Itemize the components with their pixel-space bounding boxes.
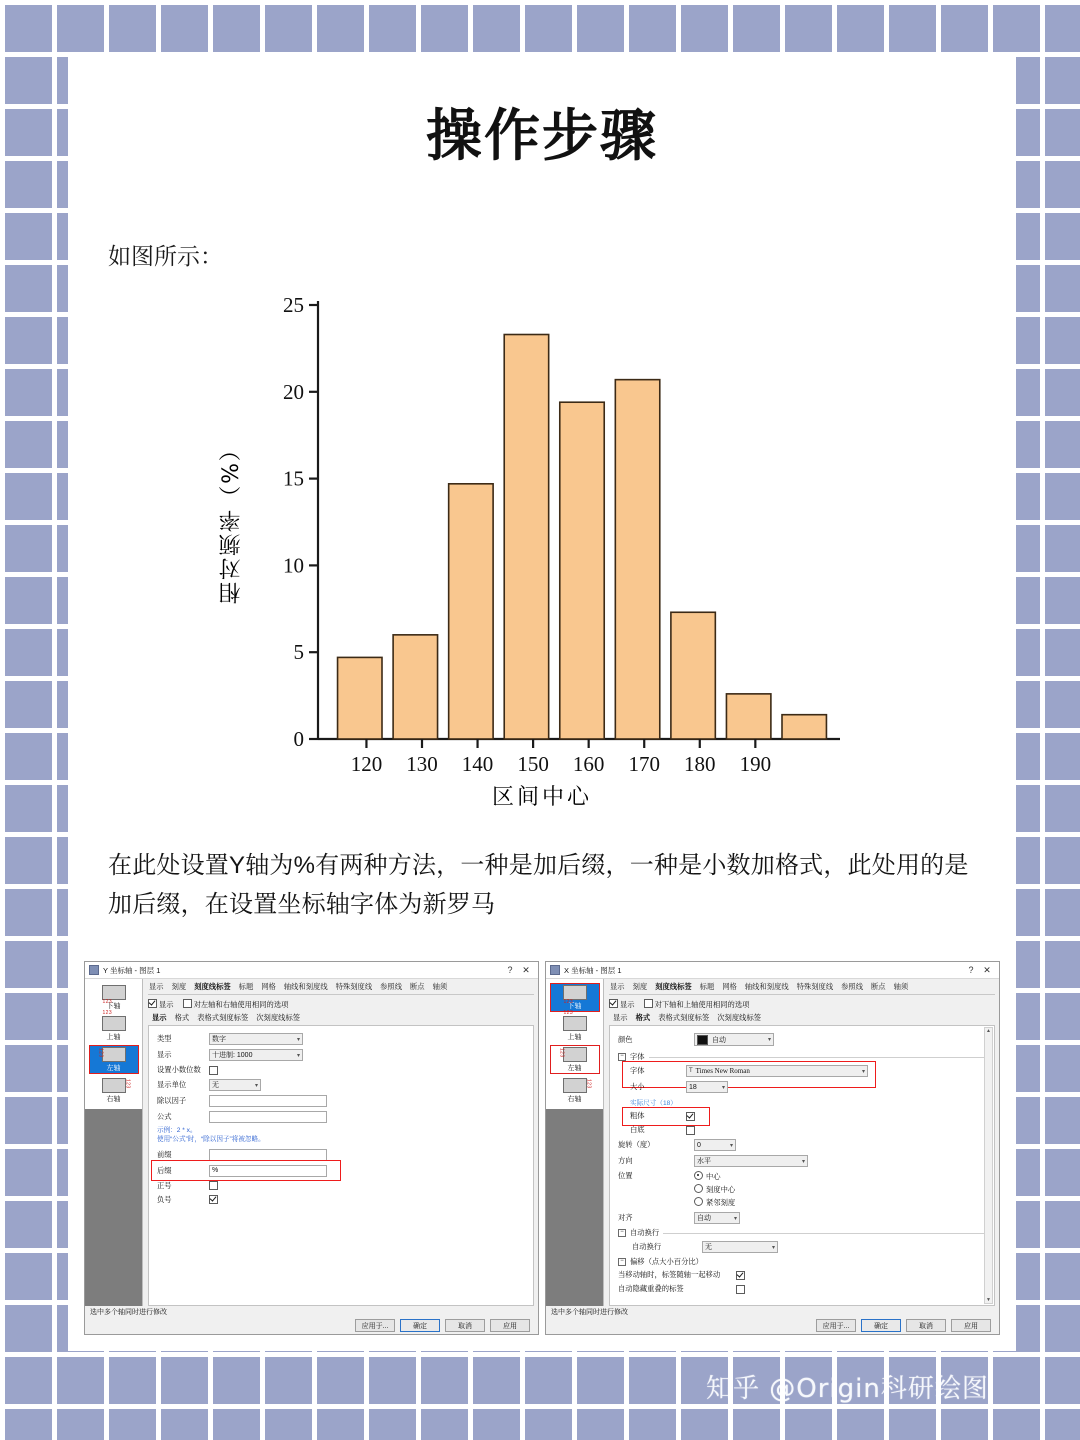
type-select[interactable]	[209, 1033, 303, 1045]
y-show-checkbox[interactable]	[148, 999, 157, 1008]
hint-line-2: 使用“公式”时，“除以因子”将被忽略。	[157, 1135, 265, 1143]
y-dialog-title: Y 坐标轴 - 图层 1	[103, 965, 161, 975]
axis-bottom-icon: 123	[563, 985, 587, 1000]
chevron-down-icon: ▾	[254, 1082, 258, 1089]
svg-text:140: 140	[461, 752, 494, 776]
chevron-down-icon: ▾	[771, 1244, 775, 1251]
axis-item-label: 右轴	[106, 1096, 121, 1103]
position-option-next-to-tick[interactable]	[694, 1197, 735, 1208]
tab-special-ticks[interactable]: 特殊刻度线	[335, 982, 373, 991]
tab-display[interactable]: 显示	[149, 982, 164, 991]
subtitle-text: 如图所示：	[108, 243, 223, 269]
tab-tick-labels[interactable]: 刻度线标签	[655, 982, 692, 991]
axis-left-icon: 123	[563, 1047, 587, 1062]
display-label: 显示	[157, 1050, 172, 1059]
decimal-label: 设置小数位数	[157, 1065, 201, 1074]
tab-tick-labels[interactable]: 刻度线标签	[194, 982, 231, 991]
chart-y-axis-label: 相对频率（%）	[219, 437, 244, 604]
x-same-option-label: 对下轴和上轴使用相同的选项	[654, 1000, 750, 1009]
color-value: 自动	[712, 1036, 726, 1044]
y-show-label: 显示	[159, 1000, 174, 1009]
x-show-checkbox[interactable]	[609, 999, 618, 1008]
axis-right-icon: 123	[563, 1078, 587, 1093]
subtab-display[interactable]: 显示	[152, 1013, 167, 1022]
offset-group-label: 偏移（点大小百分比）	[630, 1257, 703, 1266]
svg-text:150: 150	[517, 752, 549, 776]
size-value: 18	[689, 1083, 697, 1091]
ok-button[interactable]: 确定	[400, 1319, 440, 1332]
group-divider	[649, 1057, 988, 1058]
auto-hide-label: 自动隐藏重叠的标签	[618, 1284, 684, 1293]
svg-text:15: 15	[283, 466, 304, 491]
minus-checkbox[interactable]	[209, 1195, 218, 1204]
offset-group-header	[618, 1257, 988, 1267]
axis-item-label: 右轴	[567, 1096, 582, 1103]
formula-input[interactable]	[209, 1111, 327, 1123]
sidebar-filler	[85, 1109, 142, 1306]
tab-breaks[interactable]: 断点	[871, 982, 886, 991]
radio-tick-center[interactable]	[694, 1184, 703, 1193]
y-axis-dialog[interactable]	[84, 961, 539, 1335]
display-value: 十进制: 1000	[212, 1052, 253, 1059]
chevron-down-icon: ▾	[296, 1052, 300, 1059]
y-dialog-tabs[interactable]	[148, 982, 534, 995]
radio-center[interactable]	[694, 1171, 703, 1180]
scroll-down-icon[interactable]: ▼	[986, 1297, 991, 1303]
help-icon[interactable]: ?	[507, 965, 513, 975]
x-show-checkbox-row[interactable]	[609, 999, 635, 1010]
x-same-option-checkbox[interactable]	[644, 999, 653, 1008]
cancel-button[interactable]: 取消	[445, 1319, 485, 1332]
fontface-select[interactable]	[686, 1065, 868, 1077]
type-value: 数字	[212, 1036, 226, 1043]
x-axis-dialog[interactable]	[545, 961, 1000, 1335]
font-group-header	[618, 1052, 988, 1062]
tab-title[interactable]: 标题	[699, 982, 715, 991]
svg-text:160: 160	[572, 752, 605, 776]
radio-next-to-tick[interactable]	[694, 1197, 703, 1206]
position-radio-group[interactable]	[694, 1171, 735, 1208]
axis-item-label: 下轴	[106, 1003, 121, 1010]
svg-text:25: 25	[283, 293, 304, 317]
move-with-axis-checkbox[interactable]	[736, 1271, 745, 1280]
tab-breaks[interactable]: 断点	[410, 982, 425, 991]
direction-select[interactable]	[694, 1155, 808, 1167]
prefix-input[interactable]	[209, 1149, 327, 1161]
formula-label: 公式	[157, 1112, 172, 1121]
x-dialog-buttons[interactable]	[546, 1317, 999, 1334]
x-axis-selector-list[interactable]	[546, 979, 604, 1306]
wrap-label: 自动换行	[632, 1242, 662, 1251]
apply-button[interactable]: 应用	[490, 1319, 530, 1332]
position-option-label: 中心	[706, 1172, 721, 1181]
move-with-axis-label: 当移动轴时，标签随轴一起移动	[618, 1270, 721, 1279]
hint-line-1: 示例：2 * x。	[157, 1127, 197, 1134]
align-select[interactable]	[694, 1212, 740, 1224]
position-option-label: 刻度中心	[706, 1185, 736, 1194]
color-swatch-icon	[697, 1035, 708, 1045]
position-option-label: 紧邻刻度	[706, 1198, 736, 1207]
svg-text:5: 5	[293, 640, 304, 665]
bold-checkbox[interactable]	[686, 1112, 695, 1121]
tab-reference-lines[interactable]: 参照线	[380, 982, 403, 991]
wrap-group-header	[618, 1228, 988, 1238]
apply-to-button[interactable]: 应用于...	[355, 1319, 395, 1332]
color-label: 颜色	[618, 1034, 633, 1044]
ok-button[interactable]: 确定	[861, 1319, 901, 1332]
wrap-group-label: 自动换行	[630, 1228, 660, 1237]
y-same-option-label: 对左轴和右轴使用相同的选项	[193, 1000, 289, 1009]
auto-hide-checkbox[interactable]	[736, 1285, 745, 1294]
svg-text:120: 120	[350, 752, 383, 776]
axis-right-icon: 123	[102, 1078, 126, 1093]
tab-ticks[interactable]: 刻度	[632, 982, 648, 991]
axis-item-label: 左轴	[106, 1065, 121, 1072]
unit-select[interactable]	[209, 1079, 261, 1091]
suffix-input[interactable]: %	[209, 1165, 327, 1177]
subtab-table-labels[interactable]: 表格式刻度标签	[197, 1013, 249, 1022]
collapse-icon[interactable]: −	[618, 1258, 626, 1266]
axis-item-label: 上轴	[567, 1034, 582, 1041]
actual-size-label: 实际尺寸（18）	[630, 1100, 677, 1107]
axis-left-icon: 123	[102, 1047, 126, 1062]
align-label: 对齐	[618, 1213, 633, 1222]
body-paragraph: 在此处设置Y轴为%有两种方法，一种是加后缀，一种是小数加格式，此处用的是加后缀，在设置坐标轴字体为新罗马	[108, 852, 969, 918]
size-select[interactable]	[686, 1081, 728, 1093]
plus-checkbox[interactable]	[209, 1181, 218, 1190]
y-dialog-subtabs[interactable]	[148, 1013, 534, 1026]
tab-axis-lines[interactable]: 轴线和刻度线	[744, 982, 789, 991]
x-dialog-tabs[interactable]	[609, 982, 995, 995]
axis-item-label: 下轴	[567, 1003, 582, 1010]
axis-item-right[interactable]	[89, 1076, 139, 1105]
svg-text:10: 10	[283, 553, 304, 578]
position-option-center[interactable]	[694, 1171, 735, 1182]
subtab-format[interactable]: 格式	[635, 1013, 651, 1022]
chevron-down-icon: ▾	[767, 1037, 771, 1043]
dialogs-screenshot	[84, 961, 1000, 1333]
window-icon	[89, 965, 99, 975]
x-dialog-titlebar	[546, 962, 999, 979]
x-show-label: 显示	[620, 1000, 635, 1009]
tab-grid[interactable]: 网格	[261, 982, 276, 991]
svg-text:130: 130	[406, 752, 438, 776]
minus-label: 负号	[157, 1194, 172, 1204]
chevron-down-icon: ▾	[861, 1068, 865, 1075]
divide-label: 除以因子	[157, 1096, 187, 1105]
tab-reference-lines[interactable]: 参照线	[841, 982, 864, 991]
axis-item-right[interactable]	[550, 1076, 600, 1105]
suffix-label: 后缀	[157, 1165, 172, 1175]
tab-special-ticks[interactable]: 特殊刻度线	[796, 982, 834, 991]
histogram-chart	[219, 287, 862, 810]
svg-text:20: 20	[283, 379, 304, 404]
axis-item-left[interactable]	[89, 1045, 139, 1074]
subtab-format[interactable]: 格式	[174, 1013, 190, 1022]
direction-value: 水平	[697, 1158, 711, 1165]
direction-label: 方向	[618, 1156, 633, 1165]
axis-item-top[interactable]	[550, 1010, 600, 1043]
type-label: 类型	[157, 1034, 172, 1043]
axis-item-bottom[interactable]	[550, 983, 600, 1012]
font-group-label: 字体	[630, 1052, 645, 1061]
svg-text:170: 170	[628, 752, 660, 776]
subtab-minor-labels[interactable]: 次刻度线标签	[717, 1013, 762, 1022]
wrap-value: 无	[705, 1244, 712, 1251]
y-panel	[148, 1026, 534, 1306]
unit-label: 显示单位	[157, 1080, 187, 1089]
unit-value: 无	[212, 1082, 219, 1089]
close-icon[interactable]: ✕	[522, 964, 530, 975]
divide-input[interactable]	[209, 1095, 327, 1107]
page-title: 操作步骤	[426, 104, 658, 169]
y-same-option-checkbox[interactable]	[183, 999, 192, 1008]
chevron-down-icon: ▾	[733, 1215, 737, 1222]
content-card	[68, 56, 1016, 1351]
axis-item-top[interactable]	[89, 1010, 139, 1043]
align-value: 自动	[697, 1215, 711, 1222]
x-dialog-title: X 坐标轴 - 图层 1	[564, 965, 622, 975]
axis-top-icon: 123	[563, 1016, 587, 1031]
position-option-tick-center[interactable]	[694, 1184, 735, 1195]
fontface-label: 字体	[630, 1066, 645, 1075]
apply-button[interactable]: 应用	[951, 1319, 991, 1332]
subtab-minor-labels[interactable]: 次刻度线标签	[256, 1013, 301, 1022]
tab-grid[interactable]: 网格	[722, 982, 737, 991]
white-bg-checkbox[interactable]	[686, 1126, 695, 1135]
font-icon: T	[689, 1068, 693, 1074]
chart-x-axis-label: 区间中心	[491, 785, 592, 810]
collapse-icon[interactable]: −	[618, 1053, 626, 1061]
white-bg-label: 白底	[630, 1125, 645, 1134]
help-icon[interactable]: ?	[968, 965, 974, 975]
y-axis-selector-list[interactable]	[85, 979, 143, 1306]
window-icon	[550, 965, 560, 975]
axis-item-label: 上轴	[106, 1034, 121, 1041]
axis-bottom-icon: 123	[102, 985, 126, 1000]
formula-hint	[157, 1127, 527, 1145]
svg-text:0: 0	[293, 727, 304, 751]
fontface-value: Times New Roman	[695, 1067, 750, 1075]
chevron-down-icon: ▾	[729, 1142, 733, 1149]
rotate-select[interactable]	[694, 1139, 736, 1151]
axis-item-label: 左轴	[567, 1065, 582, 1072]
decimal-checkbox[interactable]	[209, 1066, 218, 1075]
x-same-option-row[interactable]	[644, 999, 750, 1010]
watermark: 知乎 @Origin科研绘图	[706, 1374, 989, 1404]
plus-label: 正号	[157, 1180, 172, 1190]
sidebar-filler	[546, 1109, 603, 1306]
collapse-icon[interactable]: −	[618, 1229, 626, 1237]
wrap-select[interactable]	[702, 1241, 778, 1253]
scroll-up-icon[interactable]: ▲	[986, 1028, 991, 1034]
svg-text:190: 190	[739, 752, 772, 776]
axis-top-icon: 123	[102, 1016, 126, 1031]
axis-item-left[interactable]	[550, 1045, 600, 1074]
chevron-down-icon: ▾	[296, 1036, 300, 1043]
svg-text:180: 180	[684, 752, 716, 776]
chevron-down-icon: ▾	[801, 1158, 805, 1165]
subtab-display[interactable]: 显示	[613, 1013, 628, 1022]
y-same-option-row[interactable]	[183, 999, 289, 1010]
y-dialog-buttons[interactable]	[85, 1317, 538, 1334]
close-icon[interactable]: ✕	[983, 964, 991, 975]
display-select[interactable]	[209, 1049, 303, 1061]
x-dialog-status: 选中多个轴同时进行修改	[546, 1306, 999, 1317]
cancel-button[interactable]: 取消	[906, 1319, 946, 1332]
subtab-table-labels[interactable]: 表格式刻度标签	[658, 1013, 710, 1022]
chart-plot-area	[222, 287, 862, 787]
color-select[interactable]	[694, 1033, 774, 1046]
position-label: 位置	[618, 1171, 633, 1180]
y-dialog-titlebar	[85, 962, 538, 979]
x-dialog-subtabs[interactable]	[609, 1013, 995, 1026]
chevron-down-icon: ▾	[721, 1084, 725, 1091]
y-dialog-status: 选中多个轴同时进行修改	[85, 1306, 538, 1317]
size-label: 大小	[630, 1082, 645, 1091]
axis-item-bottom[interactable]	[89, 983, 139, 1012]
y-show-checkbox-row[interactable]	[148, 999, 174, 1010]
tab-display[interactable]: 显示	[610, 982, 625, 991]
group-divider	[663, 1233, 988, 1234]
rotate-value: 0	[697, 1141, 701, 1149]
tab-rug[interactable]: 轴须	[893, 982, 909, 991]
x-panel	[609, 1026, 995, 1306]
tab-ticks[interactable]: 刻度	[171, 982, 187, 991]
rotate-label: 旋转（度）	[618, 1140, 655, 1149]
apply-to-button[interactable]: 应用于...	[816, 1319, 856, 1332]
bold-label: 粗体	[630, 1111, 645, 1120]
tab-axis-lines[interactable]: 轴线和刻度线	[283, 982, 328, 991]
tab-title[interactable]: 标题	[238, 982, 254, 991]
prefix-label: 前缀	[157, 1149, 172, 1159]
tab-rug[interactable]: 轴须	[432, 982, 448, 991]
